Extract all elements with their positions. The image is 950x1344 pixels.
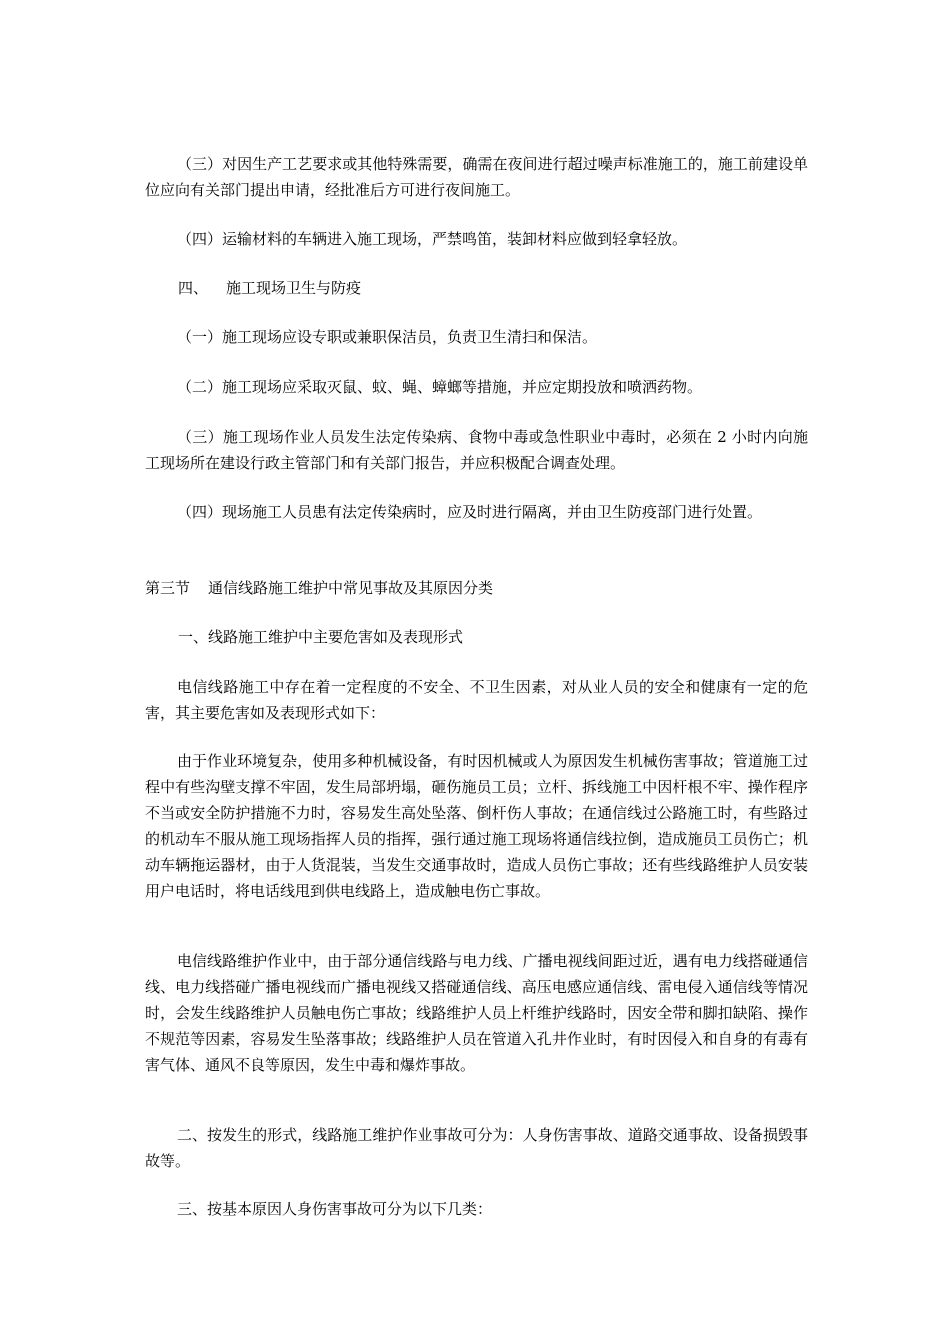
- paragraph-construction-hazards: 由于作业环境复杂，使用多种机械设备，有时因机械或人为原因发生机械伤害事故；管道施工过程中有些沟壁支撑不牢固，发生局部坍塌，砸伤施员工员；立杆、拆线施工中因杆根不牢、操作程序不当或安全防护措施不力时，容易发生高处坠落、倒杆伤人事故；在通信线过公路施工时，有些路过的机动车不服从施工现场指挥人员的指挥，强行通过施工现场将通信线拉倒，造成施员工员伤亡；机动车辆拖运器材，由于人货混装，当发生交通事故时，造成人员伤亡事故；还有些线路维护人员安装用户电话时，将电话线甩到供电线路上，造成触电伤亡事故。: [145, 752, 808, 900]
- subheading-hazards: 一、线路施工维护中主要危害如及表现形式: [178, 628, 464, 646]
- paragraph-maintenance-hazards: 电信线路维护作业中，由于部分通信线路与电力线、广播电视线间距过近，遇有电力线搭碰通信线、电力线搭碰广播电视线而广播电视线又搭碰通信线、高压电感应通信线、雷电侵入通信线等情况时，会发生线路维护人员触电伤亡事故；线路维护人员上杆维护线路时，因安全带和脚扣缺陷、操作不规范等因素，容易发生坠落事故；线路维护人员在管道入孔井作业时，有时因侵入和自身的有毒有害气体、通风不良等原因，发生中毒和爆炸事故。: [145, 952, 808, 1074]
- paragraph-pest-control: （二）施工现场应采取灭鼠、蚊、蝇、蟑螂等措施，并应定期投放和喷洒药物。: [177, 378, 703, 396]
- heading-number: 四、: [178, 279, 209, 297]
- section-title: 通信线路施工维护中常见事故及其原因分类: [208, 579, 494, 597]
- paragraph-hazard-intro: 电信线路施工中存在着一定程度的不安全、不卫生因素，对从业人员的安全和健康有一定的危害，其主要危害如及表现形式如下：: [145, 678, 808, 722]
- section-heading: [145, 575, 493, 601]
- paragraph-cleaner: （一）施工现场应设专职或兼职保洁员，负责卫生清扫和保洁。: [177, 328, 598, 346]
- section-number: 第三节: [145, 579, 191, 597]
- paragraph-isolation: （四）现场施工人员患有法定传染病时，应及时进行隔离，并由卫生防疫部门进行处置。: [177, 503, 763, 521]
- paragraph-night-construction: （三）对因生产工艺要求或其他特殊需要，确需在夜间进行超过噪声标准施工的，施工前建设单位应向有关部门提出申请，经批准后方可进行夜间施工。: [145, 155, 808, 199]
- paragraph-disease-report: （三）施工现场作业人员发生法定传染病、食物中毒或急性职业中毒时，必须在 2 小时内向施工现场所在建设行政主管部门和有关部门报告，并应积极配合调查处理。: [145, 428, 808, 472]
- paragraph-accident-causes: 三、按基本原因人身伤害事故可分为以下几类：: [177, 1200, 493, 1218]
- paragraph-transport-vehicles: （四）运输材料的车辆进入施工现场，严禁鸣笛，装卸材料应做到轻拿轻放。: [177, 230, 688, 248]
- heading-hygiene-epidemic: [178, 275, 361, 301]
- heading-text: 施工现场卫生与防疫: [226, 279, 362, 297]
- paragraph-accident-forms: 二、按发生的形式，线路施工维护作业事故可分为：人身伤害事故、道路交通事故、设备损毁事故等。: [145, 1126, 808, 1170]
